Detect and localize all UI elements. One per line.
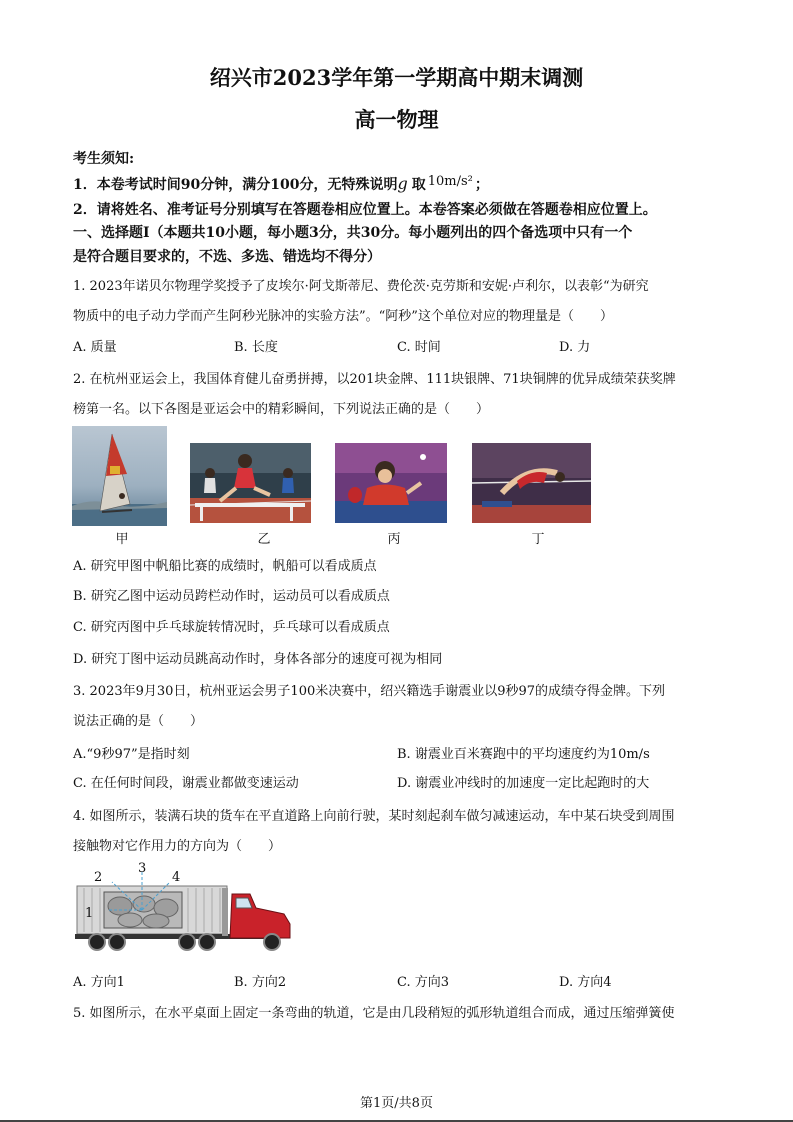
question-4-option-a[interactable]: A. 方向1 <box>73 975 125 990</box>
gravity-symbol: g <box>397 174 408 193</box>
caption-jia: 甲 <box>115 532 129 547</box>
question-1-line1: 1. 2023年诺贝尔物理学奖授予了皮埃尔·阿戈斯蒂尼、费伦茨·克劳斯和安妮·卢利尔，以表彰“为研究 <box>73 279 649 294</box>
truck-diagram <box>72 858 297 953</box>
direction-label-3: 3 <box>138 861 147 876</box>
question-4-line1: 4. 如图所示，装满石块的货车在平直道路上向前行驶，某时刻起刹车做匀减速运动，车中某石块受到周围 <box>73 809 675 824</box>
question-1-line2: 物质中的电子动力学而产生阿秒光脉冲的实验方法”。“阿秒”这个单位对应的物理量是（ ） <box>73 309 613 324</box>
question-1-option-b[interactable]: B. 长度 <box>234 340 278 355</box>
windsurf-photo <box>72 426 167 526</box>
question-2-option-d[interactable]: D. 研究丁图中运动员跳高动作时，身体各部分的速度可视为相同 <box>73 652 443 667</box>
question-2-option-c[interactable]: C. 研究丙图中乒乓球旋转情况时，乒乓球可以看成质点 <box>73 620 390 635</box>
question-3-option-a[interactable]: A.“9秒97”是指时刻 <box>73 747 190 762</box>
question-4-option-b[interactable]: B. 方向2 <box>234 975 287 990</box>
caption-bing: 丙 <box>387 532 401 547</box>
question-4-line2: 接触物对它作用力的方向为（ ） <box>73 839 282 854</box>
question-3-line2: 说法正确的是（ ） <box>73 714 204 729</box>
question-1-option-a[interactable]: A. 质量 <box>73 340 117 355</box>
section-heading-line1: 一、选择题Ⅰ（本题共10小题，每小题3分，共30分。每小题列出的四个备选项中只有一个 <box>73 225 633 241</box>
notice-heading: 考生须知: <box>73 151 135 167</box>
exam-title: 绍兴市2023学年第一学期高中期末调测 <box>209 65 584 90</box>
notice-item-1 <box>73 174 489 194</box>
question-3-option-b[interactable]: B. 谢震业百米赛跑中的平均速度约为10m/s <box>397 747 650 762</box>
section-heading-line2: 是符合题目要求的，不选、多选、错选均不得分） <box>73 249 381 265</box>
question-2-line2: 榜第一名。以下各图是亚运会中的精彩瞬间，下列说法正确的是（ ） <box>73 402 490 417</box>
direction-label-2: 2 <box>94 870 103 885</box>
hurdles-photo <box>190 443 311 523</box>
high-jump-photo <box>472 443 591 523</box>
notice-item-2: 2．请将姓名、准考证号分别填写在答题卷相应位置上。本卷答案必须做在答题卷相应位置上。 <box>73 202 657 218</box>
question-4-option-c[interactable]: C. 方向3 <box>397 975 450 990</box>
notice-item-1-take: 取 <box>411 177 426 193</box>
gravity-value: 10m/s² <box>427 174 473 189</box>
direction-label-1: 1 <box>85 906 94 921</box>
question-5-line1: 5. 如图所示，在水平桌面上固定一条弯曲的轨道，它是由几段稍短的弧形轨道组合而成，通过压缩弹簧使 <box>73 1006 675 1021</box>
page-number: 第1页/共8页 <box>360 1096 433 1111</box>
direction-label-4: 4 <box>172 870 181 885</box>
question-1-option-c[interactable]: C. 时间 <box>397 340 441 355</box>
notice-item-1-end: ； <box>474 177 489 193</box>
notice-item-1-text: 1．本卷考试时间90分钟，满分100分，无特殊说明 <box>73 177 398 193</box>
question-1-option-d[interactable]: D. 力 <box>559 340 591 355</box>
question-2-line1: 2. 在杭州亚运会上，我国体育健儿奋勇拼搏，以201块金牌、111块银牌、71块铜牌的优异成绩荣获奖牌 <box>73 372 676 387</box>
question-2-option-a[interactable]: A. 研究甲图中帆船比赛的成绩时，帆船可以看成质点 <box>73 559 377 574</box>
question-3-option-d[interactable]: D. 谢震业冲线时的加速度一定比起跑时的大 <box>397 776 650 791</box>
caption-yi: 乙 <box>257 532 271 547</box>
question-2-option-b[interactable]: B. 研究乙图中运动员跨栏动作时，运动员可以看成质点 <box>73 589 390 604</box>
question-4-option-d[interactable]: D. 方向4 <box>559 975 612 990</box>
question-3-line1: 3. 2023年9月30日，杭州亚运会男子100米决赛中，绍兴籍选手谢震业以9秒97的成绩夺得金牌。下列 <box>73 684 666 699</box>
exam-subject: 高一物理 <box>354 107 439 132</box>
question-3-option-c[interactable]: C. 在任何时间段，谢震业都做变速运动 <box>73 776 299 791</box>
caption-ding: 丁 <box>531 532 545 547</box>
table-tennis-photo <box>335 443 447 523</box>
